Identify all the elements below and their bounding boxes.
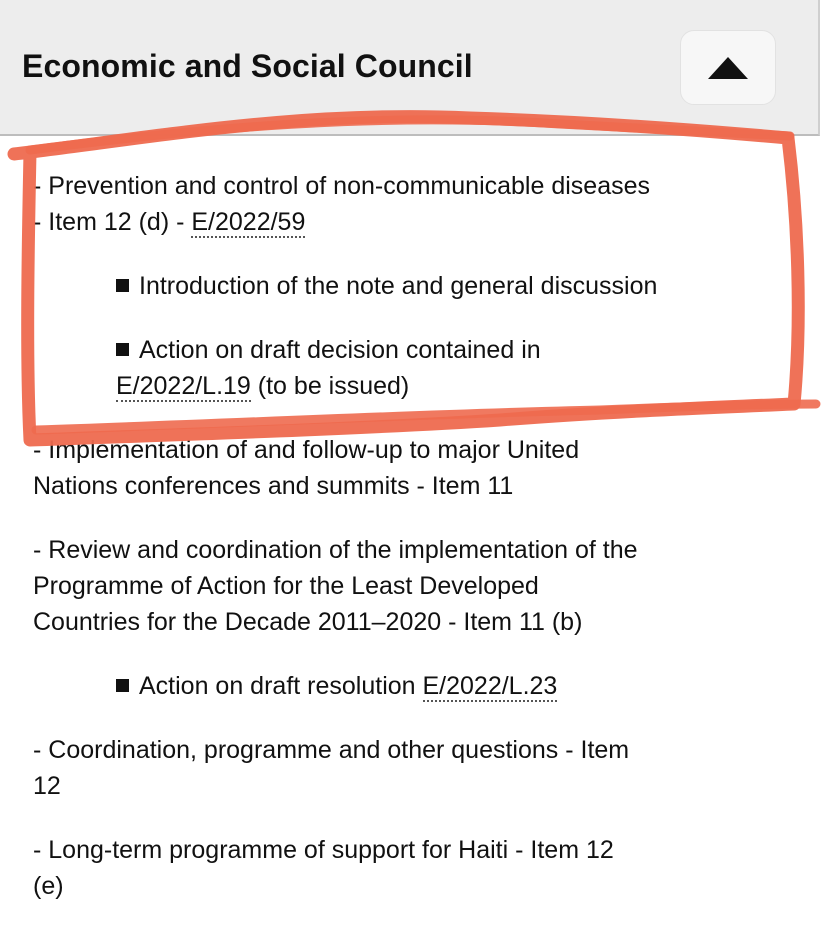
square-bullet-icon: [116, 343, 129, 356]
document-link-e-2022-l19[interactable]: E/2022/L.19: [116, 372, 251, 400]
agenda-item-text: - Item 12 (d) - E/2022/59: [33, 208, 306, 236]
agenda-subitem: Introduction of the note and general discussion: [116, 268, 657, 304]
agenda-item-text: - Review and coordination of the implementation of the: [33, 536, 638, 564]
agenda-item-text: - Coordination, programme and other questions - Item: [33, 736, 630, 764]
document-link-e-2022-59[interactable]: E/2022/59: [191, 208, 306, 236]
section-title: Economic and Social Council: [22, 48, 473, 84]
agenda-item-text: - Implementation of and follow-up to major United: [33, 436, 580, 464]
square-bullet-icon: [116, 679, 129, 692]
agenda-item-text: (e): [33, 872, 64, 900]
agenda-item-text: 12: [33, 772, 61, 800]
agenda-item-text: Nations conferences and summits - Item 11: [33, 472, 514, 500]
square-bullet-icon: [116, 279, 129, 292]
agenda-item-text: - Long-term programme of support for Haiti - Item 12: [33, 836, 614, 864]
agenda-item-text: - Prevention and control of non-communicable diseases: [33, 172, 651, 200]
agenda-subitem: Action on draft decision contained in: [116, 332, 541, 368]
agenda-item-text: Programme of Action for the Least Developed: [33, 572, 539, 600]
agenda-item-text: Countries for the Decade 2011–2020 - Item 11 (b): [33, 608, 583, 636]
document-link-e-2022-l23[interactable]: E/2022/L.23: [422, 672, 558, 700]
agenda-subitem: Action on draft resolution E/2022/L.23: [116, 668, 557, 704]
agenda-subitem-continuation: E/2022/L.19 (to be issued): [116, 372, 410, 400]
